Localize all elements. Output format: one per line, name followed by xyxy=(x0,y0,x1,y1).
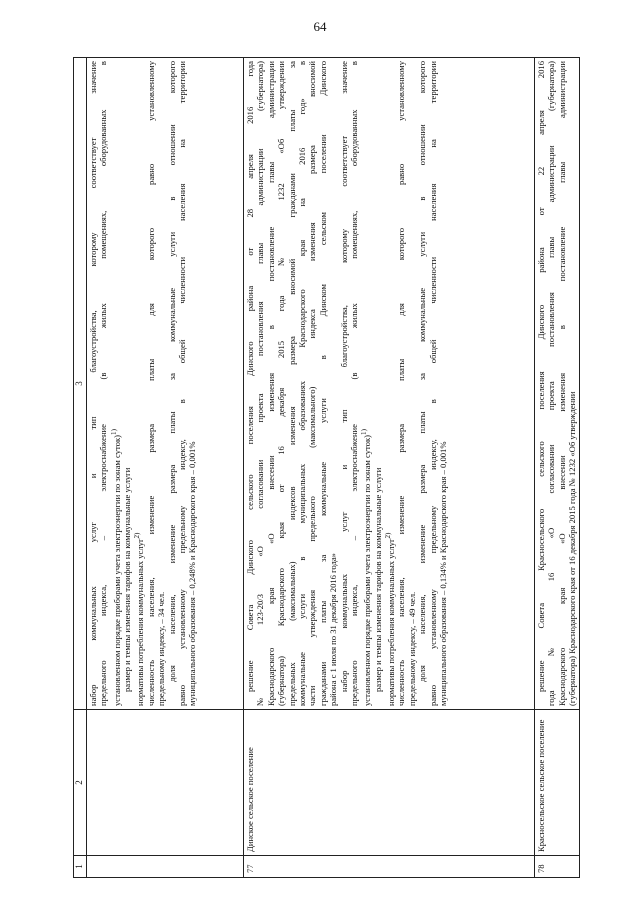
row-number: 77 xyxy=(244,856,535,878)
rotated-table-container xyxy=(73,58,578,878)
content-line: доля населения, изменение размера платы за коммунальные услуги в отношении которого xyxy=(417,61,428,682)
content-line: установленном порядке приборами учета электроэнергии по зонам суток)$^{1)}$ xyxy=(360,429,373,706)
row-78-content-cell xyxy=(535,58,580,710)
content-line: года № 16 «О согласовании проекта постановления главы администрации (губернатора) xyxy=(546,61,557,706)
content-line: размер и темпы изменения тарифов на коммунальные услуги xyxy=(372,467,383,692)
content-line: численность населения, изменение размера платы для которого равно установленному xyxy=(145,61,156,706)
content-line: Краснодарского края «О внесении изменения в постановление главы администрации xyxy=(556,61,567,706)
content-line: части утверждения предельного (максимального) индекса изменения размера вносимой xyxy=(307,61,318,706)
content-line: размер и темпы изменения тарифов на коммунальные услуги xyxy=(122,467,133,692)
content-line: нормативы потребления коммунальных услуг$^{2)}$ xyxy=(133,532,146,706)
content-line: набор коммунальных услуг и тип благоустройства, которому соответствует значение xyxy=(88,61,98,706)
row-number: 78 xyxy=(535,856,580,878)
content-line: предельного индекса, – электроснабжение (в жилых помещениях, оборудованных в xyxy=(349,61,360,706)
content-line: набор коммунальных услуг и тип благоустройства, которому соответствует значение xyxy=(338,61,349,692)
content-line: предельных (максимальных) индексов изменения размера вносимой гражданами платы за xyxy=(286,61,297,706)
header-col-2: 2 xyxy=(74,710,87,856)
settlement-name: Красносельское сельское поселение xyxy=(535,710,580,856)
content-line: муниципального образования – 0,134% и Краснодарского края – 0,001% xyxy=(438,441,449,706)
content-line: предельного индекса, – электроснабжение (в жилых помещениях, оборудованных в xyxy=(98,61,109,706)
content-line: решение Совета Красносельского сельского поселения Динского района от 22 апреля 2016 xyxy=(536,61,546,692)
content-line: доля населения, изменение размера платы за коммунальные услуги в отношении которого xyxy=(166,61,177,682)
footnote-marker: 1) xyxy=(109,429,118,435)
content-line: равно установленному предельному индексу, в общей численности населения на территории xyxy=(427,61,438,706)
content-line: предельному индексу, – 49 чел. xyxy=(406,591,417,706)
content-line: нормативы потребления коммунальных услуг$^{2)}$ xyxy=(384,532,396,706)
cont-content-cell xyxy=(87,58,244,710)
content-line: (губернатора) Краснодарского края от 16 декабря 2015 года № 1232 «Об утверждении xyxy=(276,61,287,706)
footnote-marker: 1) xyxy=(360,429,369,435)
content-line: численность населения, изменение размера платы для которого равно установленному xyxy=(396,61,407,706)
content-line: муниципального образования – 0,248% и Краснодарского края – 0,001% xyxy=(187,441,198,706)
content-line: гражданами платы за коммунальные услуги в Динском сельском поселении Динского xyxy=(317,61,328,706)
row-77-content-cell xyxy=(244,58,535,710)
page-number: 64 xyxy=(313,19,327,34)
content-line: равно установленному предельному индексу, в общей численности населения на территории xyxy=(176,61,187,706)
content-line: коммунальные услуги в муниципальных образованиях Краснодарского края на 2016 год» в xyxy=(297,61,308,706)
content-line: № 123-20/3 «О согласовании проекта постановления главы администрации (губернатора) xyxy=(255,61,266,706)
table-header-row xyxy=(74,58,87,878)
content-line: района с 1 июля по 31 декабря 2016 года» xyxy=(328,553,339,706)
settlement-name: Динское сельское поселение xyxy=(244,710,535,856)
settlements-table xyxy=(73,57,580,878)
cont-number-cell xyxy=(87,856,244,878)
footnote-marker: 2) xyxy=(384,532,393,539)
header-col-3: 3 xyxy=(74,58,87,710)
content-line: установленном порядке приборами учета электроэнергии по зонам суток)$^{1)}$ xyxy=(109,429,122,706)
content-line: решение Совета Динского сельского поселения Динского района от 28 апреля 2016 года xyxy=(245,61,255,692)
table-row-78 xyxy=(535,58,580,878)
footnote-marker: 2) xyxy=(133,532,142,539)
table-row-77 xyxy=(244,58,535,878)
header-col-1: 1 xyxy=(74,856,87,878)
content-line: (губернатора) Краснодарского края от 16 декабря 2015 года № 1232 «Об утверждении xyxy=(567,391,578,706)
table-row-continuation xyxy=(87,58,244,878)
content-line: Краснодарского края «О внесении изменения в постановление главы администрации xyxy=(265,61,276,706)
content-line: предельному индексу, – 34 чел. xyxy=(156,591,167,706)
cont-settlement-cell xyxy=(87,710,244,856)
